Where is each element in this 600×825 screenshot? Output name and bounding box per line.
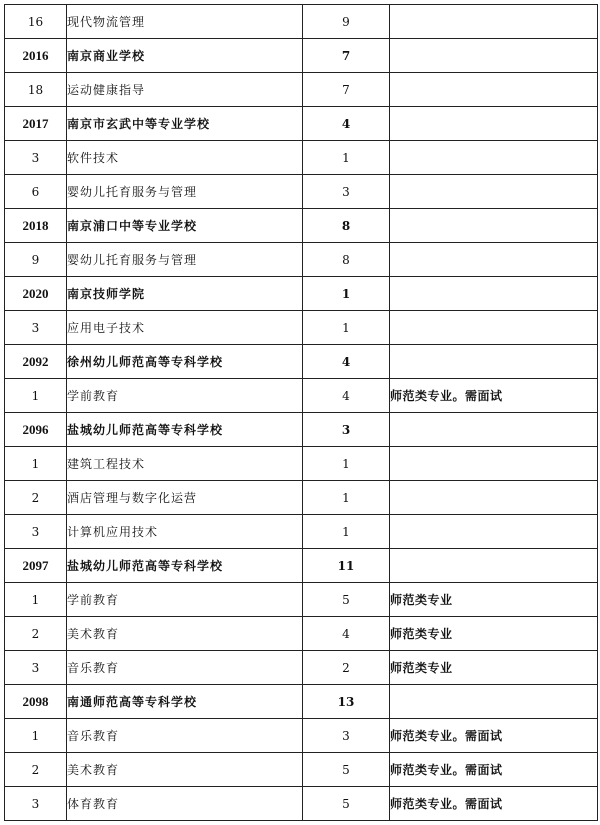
name-cell: 婴幼儿托育服务与管理 [67,175,303,209]
code-cell: 16 [5,5,67,39]
major-row [5,719,598,753]
name-cell: 美术教育 [67,617,303,651]
school-row [5,549,598,583]
major-row [5,753,598,787]
school-row [5,107,598,141]
major-row [5,311,598,345]
major-row [5,73,598,107]
name-cell: 南京技师学院 [67,277,303,311]
code-cell: 3 [5,651,67,685]
note-cell: 师范类专业。需面试 [390,719,598,753]
note-cell [390,107,598,141]
major-row [5,175,598,209]
name-cell: 建筑工程技术 [67,447,303,481]
major-row [5,787,598,821]
school-row [5,209,598,243]
name-cell: 音乐教育 [67,651,303,685]
code-cell: 6 [5,175,67,209]
count-cell: 1 [303,141,390,175]
school-row [5,685,598,719]
count-cell: 4 [303,345,390,379]
count-cell: 7 [303,73,390,107]
note-cell [390,515,598,549]
name-cell: 音乐教育 [67,719,303,753]
count-cell: 1 [303,515,390,549]
count-cell: 1 [303,277,390,311]
code-cell: 2098 [5,685,67,719]
count-cell: 3 [303,719,390,753]
code-cell: 2018 [5,209,67,243]
note-cell: 师范类专业 [390,617,598,651]
note-cell [390,5,598,39]
code-cell: 2092 [5,345,67,379]
code-cell: 9 [5,243,67,277]
code-cell: 2097 [5,549,67,583]
table-body [5,5,598,821]
name-cell: 软件技术 [67,141,303,175]
name-cell: 婴幼儿托育服务与管理 [67,243,303,277]
code-cell: 3 [5,515,67,549]
major-row [5,515,598,549]
code-cell: 2 [5,481,67,515]
major-row [5,583,598,617]
note-cell [390,345,598,379]
code-cell: 1 [5,583,67,617]
name-cell: 盐城幼儿师范高等专科学校 [67,413,303,447]
code-cell: 2 [5,753,67,787]
name-cell: 计算机应用技术 [67,515,303,549]
school-row [5,277,598,311]
count-cell: 7 [303,39,390,73]
major-row [5,447,598,481]
note-cell [390,311,598,345]
note-cell [390,413,598,447]
code-cell: 2016 [5,39,67,73]
note-cell [390,685,598,719]
name-cell: 徐州幼儿师范高等专科学校 [67,345,303,379]
note-cell [390,549,598,583]
note-cell [390,141,598,175]
count-cell: 3 [303,413,390,447]
major-row [5,481,598,515]
count-cell: 4 [303,617,390,651]
count-cell: 4 [303,379,390,413]
note-cell [390,39,598,73]
count-cell: 8 [303,209,390,243]
count-cell: 5 [303,583,390,617]
code-cell: 3 [5,141,67,175]
name-cell: 南京浦口中等专业学校 [67,209,303,243]
code-cell: 2096 [5,413,67,447]
major-row [5,651,598,685]
code-cell: 1 [5,379,67,413]
note-cell: 师范类专业 [390,583,598,617]
count-cell: 4 [303,107,390,141]
count-cell: 1 [303,447,390,481]
count-cell: 9 [303,5,390,39]
school-row [5,39,598,73]
count-cell: 1 [303,311,390,345]
school-row [5,345,598,379]
code-cell: 2020 [5,277,67,311]
note-cell [390,243,598,277]
name-cell: 盐城幼儿师范高等专科学校 [67,549,303,583]
major-row [5,141,598,175]
code-cell: 18 [5,73,67,107]
note-cell [390,447,598,481]
name-cell: 酒店管理与数字化运营 [67,481,303,515]
name-cell: 学前教育 [67,583,303,617]
note-cell: 师范类专业。需面试 [390,753,598,787]
name-cell: 体育教育 [67,787,303,821]
count-cell: 11 [303,549,390,583]
major-row [5,243,598,277]
major-row [5,5,598,39]
name-cell: 南京市玄武中等专业学校 [67,107,303,141]
name-cell: 学前教育 [67,379,303,413]
count-cell: 13 [303,685,390,719]
name-cell: 南京商业学校 [67,39,303,73]
note-cell: 师范类专业。需面试 [390,787,598,821]
name-cell: 现代物流管理 [67,5,303,39]
count-cell: 5 [303,753,390,787]
code-cell: 2 [5,617,67,651]
note-cell [390,175,598,209]
name-cell: 应用电子技术 [67,311,303,345]
note-cell [390,73,598,107]
note-cell: 师范类专业 [390,651,598,685]
school-row [5,413,598,447]
major-row [5,379,598,413]
code-cell: 3 [5,311,67,345]
count-cell: 8 [303,243,390,277]
enrollment-plan-table [4,4,598,821]
note-cell [390,209,598,243]
code-cell: 1 [5,719,67,753]
note-cell [390,481,598,515]
count-cell: 2 [303,651,390,685]
count-cell: 1 [303,481,390,515]
count-cell: 3 [303,175,390,209]
note-cell: 师范类专业。需面试 [390,379,598,413]
major-row [5,617,598,651]
code-cell: 2017 [5,107,67,141]
name-cell: 美术教育 [67,753,303,787]
name-cell: 运动健康指导 [67,73,303,107]
note-cell [390,277,598,311]
name-cell: 南通师范高等专科学校 [67,685,303,719]
code-cell: 3 [5,787,67,821]
code-cell: 1 [5,447,67,481]
count-cell: 5 [303,787,390,821]
